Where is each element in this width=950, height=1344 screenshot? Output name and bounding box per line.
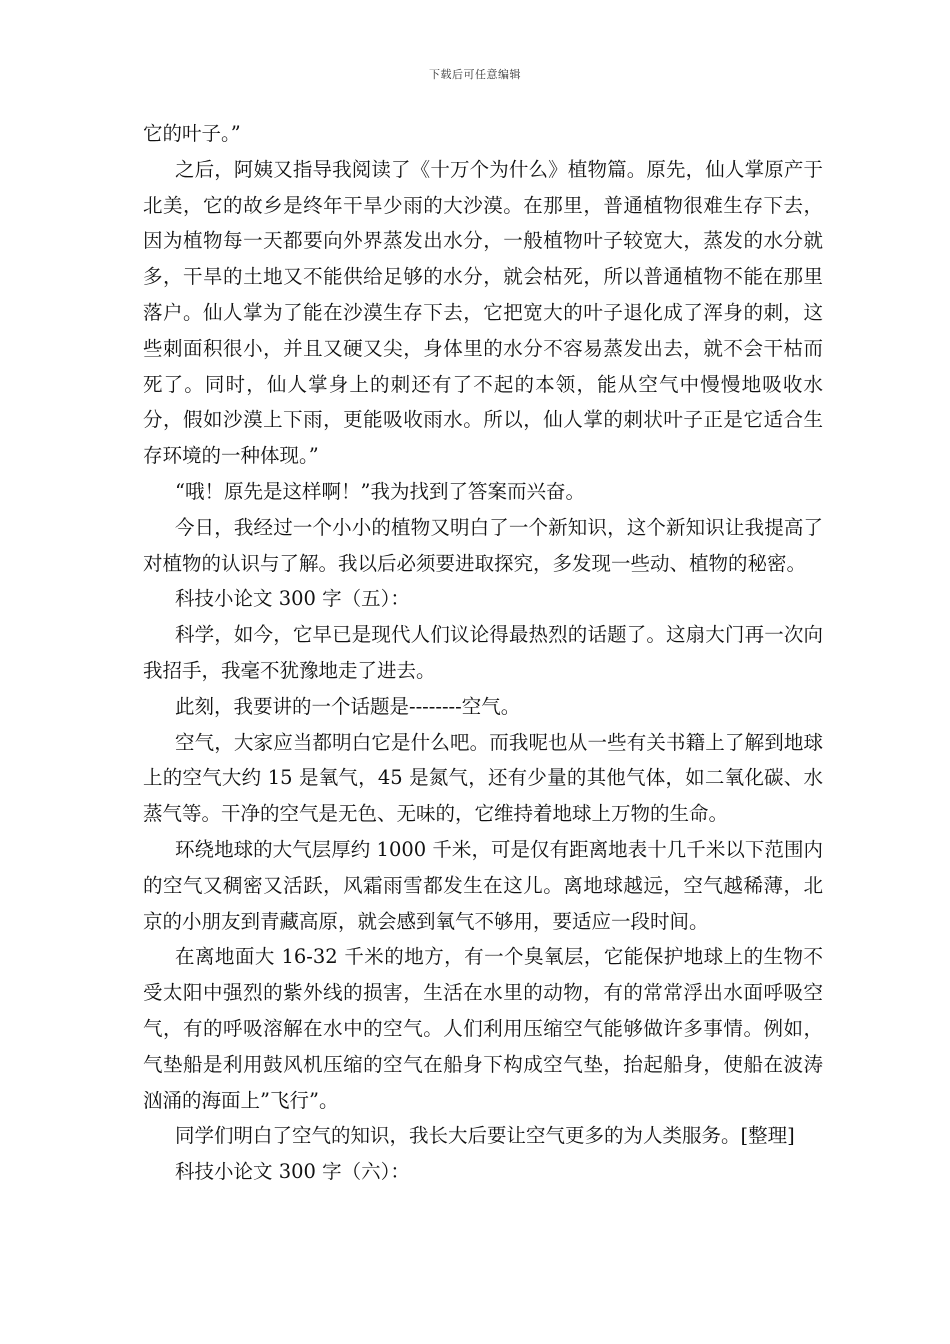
- paragraph-exclamation: “哦！原先是这样啊！”我为找到了答案而兴奋。: [175, 479, 585, 503]
- paragraph-science-intro: 科学，如今，它早已是现代人们议论得最热烈的话题了。这扇大门再一次向我招手，我毫不犹豫地走了进去。: [143, 623, 823, 682]
- section-heading-five: 科技小论文 300 字（五）：: [175, 587, 410, 611]
- paragraph-continuation: 它的叶子。”: [143, 122, 241, 145]
- paragraph-air-composition: 空气，大家应当都明白它是什么吧。而我呢也从一些有关书籍上了解到地球上的空气大约 15 是氧气，45 是氮气，还有少量的其他气体，如二氧化碳、水蒸气等。干净的空气是无色、无味的，它维持着地球上万物的生命。: [143, 730, 823, 826]
- paragraph-atmosphere: 环绕地球的大气层厚约 1000 千米，可是仅有距离地表十几千米以下范围内的空气又稠密又活跃，风霜雨雪都发生在这儿。离地球越远，空气越稀薄，北京的小朋友到青藏高原，就会感到氧气不够用，要适应一段时间。: [143, 837, 823, 933]
- paragraph-ozone: 在离地面大 16-32 千米的地方，有一个臭氧层，它能保护地球上的生物不受太阳中强烈的紫外线的损害，生活在水里的动物，有的常常浮出水面呼吸空气，有的呼吸溶解在水中的空气。人们利用压缩空气能够做许多事情。例如，气垫船是利用鼓风机压缩的空气在船身下构成空气垫，抬起船身，使船在波涛汹涌的海面上”飞行”。: [143, 945, 823, 1112]
- paragraph-conclusion: 今日，我经过一个小小的植物又明白了一个新知识，这个新知识让我提高了对植物的认识与了解。我以后必须要进取探究，多发现一些动、植物的秘密。: [143, 515, 823, 575]
- document-body: [143, 116, 823, 1190]
- paragraph-topic-air: 此刻，我要讲的一个话题是--------空气。: [175, 694, 521, 718]
- section-heading-six: 科技小论文 300 字（六）：: [175, 1160, 410, 1184]
- paragraph-cactus-explanation: 之后，阿姨又指导我阅读了《十万个为什么》植物篇。原先，仙人掌原产于北美，它的故乡是终年干旱少雨的大沙漠。在那里，普通植物很难生存下去，因为植物每一天都要向外界蒸发出水分，一般植物叶子较宽大，蒸发的水分就多，干旱的土地又不能供给足够的水分，就会枯死，所以普通植物不能在那里落户。仙人掌为了能在沙漠生存下去，它把宽大的叶子退化成了浑身的刺，这些刺面积很小，并且又硬又尖，身体里的水分不容易蒸发出去，就不会干枯而死了。同时，仙人掌身上的刺还有了不起的本领，能从空气中慢慢地吸收水分，假如沙漠上下雨，更能吸收雨水。所以，仙人掌的刺状叶子正是它适合生存环境的一种体现。”: [143, 157, 823, 468]
- paragraph-air-conclusion: 同学们明白了空气的知识，我长大后要让空气更多的为人类服务。[整理]: [175, 1124, 795, 1148]
- page-header: 下载后可任意编辑: [429, 68, 521, 81]
